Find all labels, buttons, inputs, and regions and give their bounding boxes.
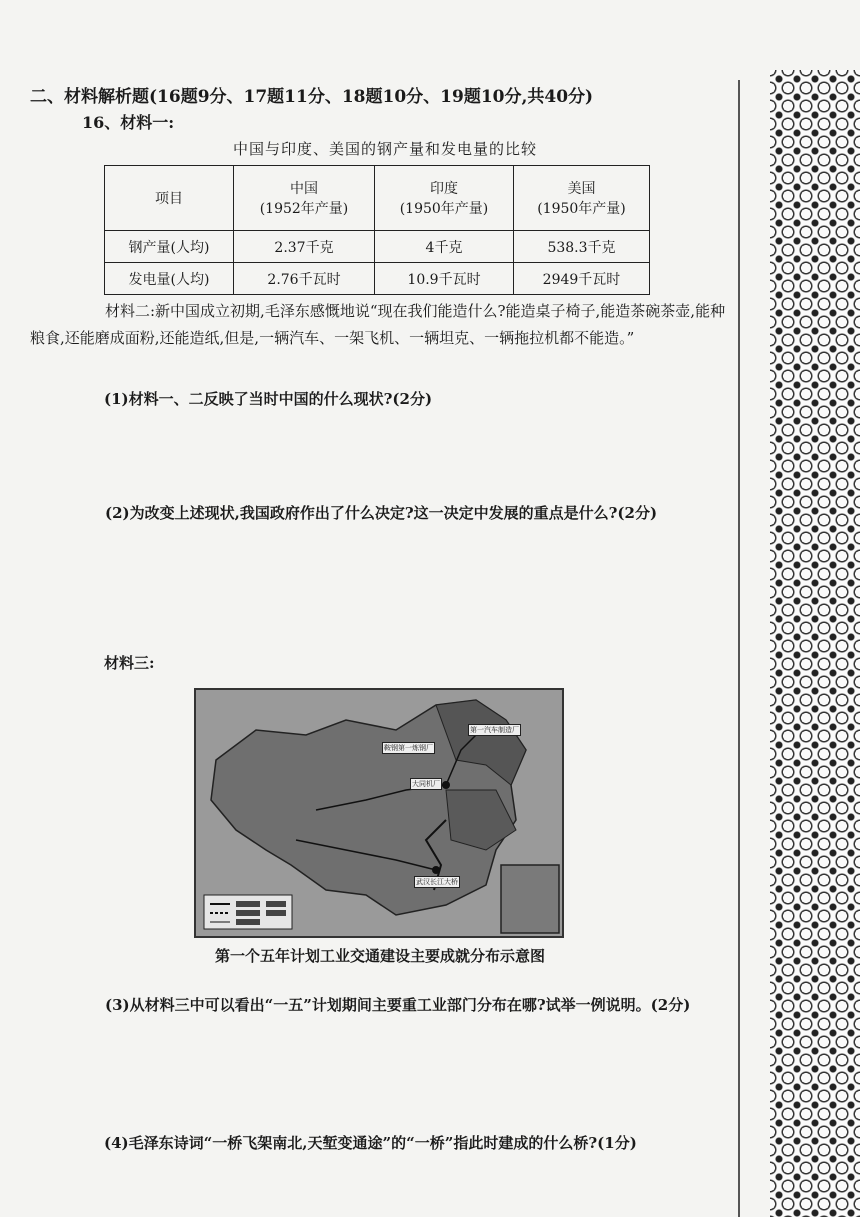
table-cell: 2949千瓦时 <box>514 263 650 295</box>
table-row <box>105 263 650 295</box>
question-1: (1)材料一、二反映了当时中国的什么现状?(2分) <box>104 390 433 408</box>
industry-map-image <box>194 688 564 938</box>
map-label: 武汉长江大桥 <box>416 878 458 886</box>
table-cell: 538.3千克 <box>514 231 650 263</box>
header-cell: 印度 (1950年产量) <box>375 166 514 231</box>
table-cell: 4千克 <box>375 231 514 263</box>
table-cell: 2.37千克 <box>234 231 375 263</box>
table-cell: 2.76千瓦时 <box>234 263 375 295</box>
map-label: 大同机厂 <box>412 780 440 788</box>
header-cell: 美国 (1950年产量) <box>514 166 650 231</box>
comparison-table <box>104 165 650 295</box>
question-3: (3)从材料三中可以看出“一五”计划期间主要重工业部门分布在哪?试举一例说明。(2分) <box>105 996 691 1014</box>
map-label: 鞍钢第一炼钢厂 <box>384 744 433 752</box>
question-2: (2)为改变上述现状,我国政府作出了什么决定?这一决定中发展的重点是什么?(2分) <box>105 504 658 522</box>
table-row <box>105 231 650 263</box>
decorative-border <box>770 70 860 1217</box>
table-header-row <box>105 166 650 231</box>
question-16-label: 16、材料一: <box>82 113 175 132</box>
header-cell: 中国 (1952年产量) <box>234 166 375 231</box>
table-title: 中国与印度、美国的钢产量和发电量的比较 <box>232 140 537 158</box>
table-cell: 发电量(人均) <box>105 263 234 295</box>
section-title: 二、材料解析题(16题9分、17题11分、18题10分、19题10分,共40分) <box>30 87 594 107</box>
header-cell: 项目 <box>105 166 234 231</box>
material-3-label: 材料三: <box>104 654 155 672</box>
map-label: 第一汽车制造厂 <box>470 726 519 734</box>
margin-divider <box>738 80 740 1217</box>
question-4: (4)毛泽东诗词“一桥飞架南北,天堑变通途”的“一桥”指此时建成的什么桥?(1分) <box>104 1134 637 1152</box>
material-2-text: 材料二:新中国成立初期,毛泽东感慨地说“现在我们能造什么?能造桌子椅子,能造茶碗茶壶,能种粮食,还能磨成面粉,还能造纸,但是,一辆汽车、一架飞机、一辆坦克、一辆拖拉机都不能造。” <box>30 302 726 347</box>
map-caption: 第一个五年计划工业交通建设主要成就分布示意图 <box>214 947 545 965</box>
table-cell: 钢产量(人均) <box>105 231 234 263</box>
table-cell: 10.9千瓦时 <box>375 263 514 295</box>
